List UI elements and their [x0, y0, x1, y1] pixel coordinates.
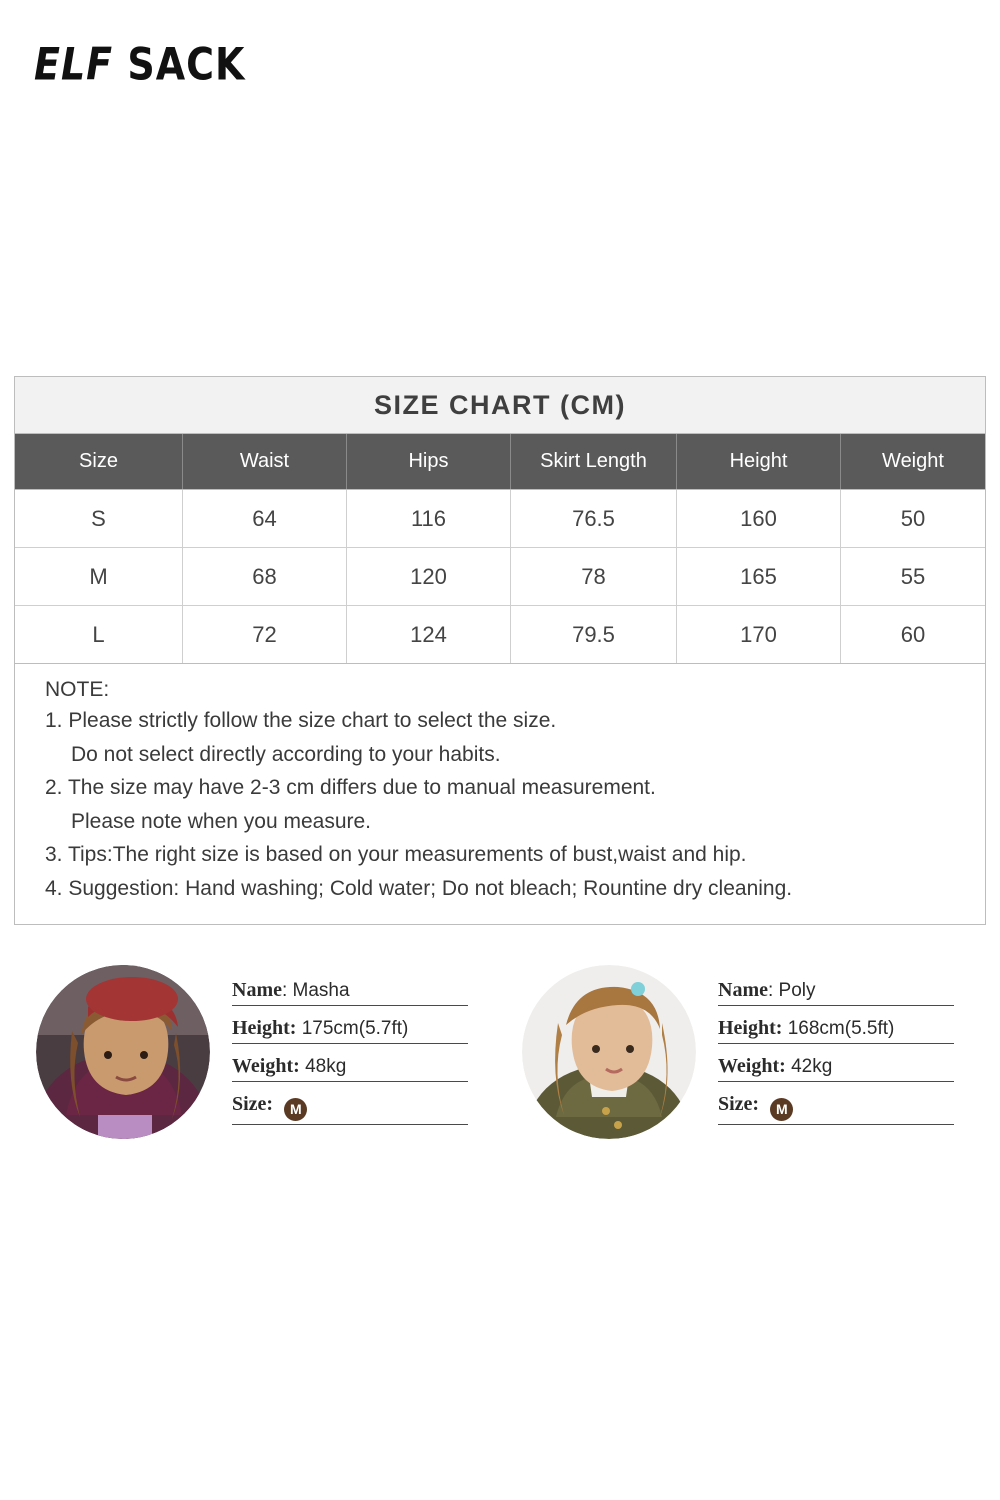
brand-word-elf: ELF — [34, 38, 114, 90]
cell-skirt-length: 76.5 — [511, 490, 677, 548]
table-row — [15, 606, 985, 664]
column-header-weight: Weight — [841, 434, 986, 490]
table-row — [15, 490, 985, 548]
cell-waist: 68 — [183, 548, 347, 606]
model-name-value: : Masha — [281, 980, 350, 1001]
model-height-label: Height: — [232, 1017, 297, 1039]
column-header-skirt-length: Skirt Length — [511, 434, 677, 490]
note-line-2b: Please note when you measure. — [71, 809, 372, 833]
size-chart-title: SIZE CHART (CM) — [15, 377, 985, 434]
model-weight-value: 42kg — [791, 1056, 833, 1077]
model-weight-value: 48kg — [305, 1056, 347, 1077]
model-weight-row — [718, 1055, 954, 1082]
model-name-row — [718, 979, 954, 1006]
model-height-row — [232, 1017, 468, 1044]
model-name-value: : Poly — [767, 980, 816, 1001]
model-weight-label: Weight: — [718, 1055, 786, 1077]
size-chart-table — [15, 434, 985, 664]
cell-hips: 120 — [347, 548, 511, 606]
column-header-height: Height — [677, 434, 841, 490]
note-section — [15, 664, 985, 924]
table-header-row — [15, 434, 985, 490]
model-size-row — [718, 1093, 954, 1125]
cell-height: 170 — [677, 606, 841, 664]
cell-height: 165 — [677, 548, 841, 606]
model-weight-label: Weight: — [232, 1055, 300, 1077]
cell-size: S — [15, 490, 183, 548]
cell-hips: 116 — [347, 490, 511, 548]
avatar — [36, 965, 210, 1139]
cell-waist: 72 — [183, 606, 347, 664]
model-card-poly — [500, 965, 986, 1139]
model-size-label: Size: — [232, 1093, 274, 1115]
column-header-size: Size — [15, 434, 183, 490]
brand-logo — [34, 38, 246, 90]
model-card-masha — [14, 965, 500, 1139]
cell-weight: 60 — [841, 606, 986, 664]
model-name-label: Name — [718, 979, 768, 1001]
cell-skirt-length: 78 — [511, 548, 677, 606]
column-header-waist: Waist — [183, 434, 347, 490]
cell-weight: 55 — [841, 548, 986, 606]
cell-height: 160 — [677, 490, 841, 548]
model-name-label: Name — [232, 979, 282, 1001]
model-height-row — [718, 1017, 954, 1044]
cell-size: L — [15, 606, 183, 664]
brand-word-sack: SACK — [127, 38, 246, 90]
model-info — [232, 979, 468, 1136]
model-info — [718, 979, 954, 1136]
note-line-2: 2. The size may have 2-3 cm differs due to manual measurement. — [45, 776, 656, 800]
model-height-value: 168cm(5.5ft) — [787, 1018, 895, 1039]
size-chart-panel — [14, 376, 986, 925]
model-weight-row — [232, 1055, 468, 1082]
model-height-value: 175cm(5.7ft) — [301, 1018, 409, 1039]
note-line-4: 4. Suggestion: Hand washing; Cold water; Do not bleach; Rountine dry cleaning. — [45, 876, 793, 900]
model-name-row — [232, 979, 468, 1006]
model-cards — [14, 965, 986, 1139]
note-line-1: 1. Please strictly follow the size chart to select the size. — [45, 709, 557, 732]
cell-skirt-length: 79.5 — [511, 606, 677, 664]
size-badge: M — [284, 1098, 307, 1121]
note-heading: NOTE: — [45, 678, 110, 701]
model-size-label: Size: — [718, 1093, 760, 1115]
column-header-hips: Hips — [347, 434, 511, 490]
cell-hips: 124 — [347, 606, 511, 664]
model-size-row — [232, 1093, 468, 1125]
note-line-1b: Do not select directly according to your habits. — [71, 742, 501, 766]
model-height-label: Height: — [718, 1017, 783, 1039]
cell-waist: 64 — [183, 490, 347, 548]
cell-size: M — [15, 548, 183, 606]
avatar — [522, 965, 696, 1139]
table-row — [15, 548, 985, 606]
cell-weight: 50 — [841, 490, 986, 548]
note-line-3: 3. Tips:The right size is based on your measurements of bust,waist and hip. — [45, 843, 747, 867]
size-badge: M — [770, 1098, 793, 1121]
